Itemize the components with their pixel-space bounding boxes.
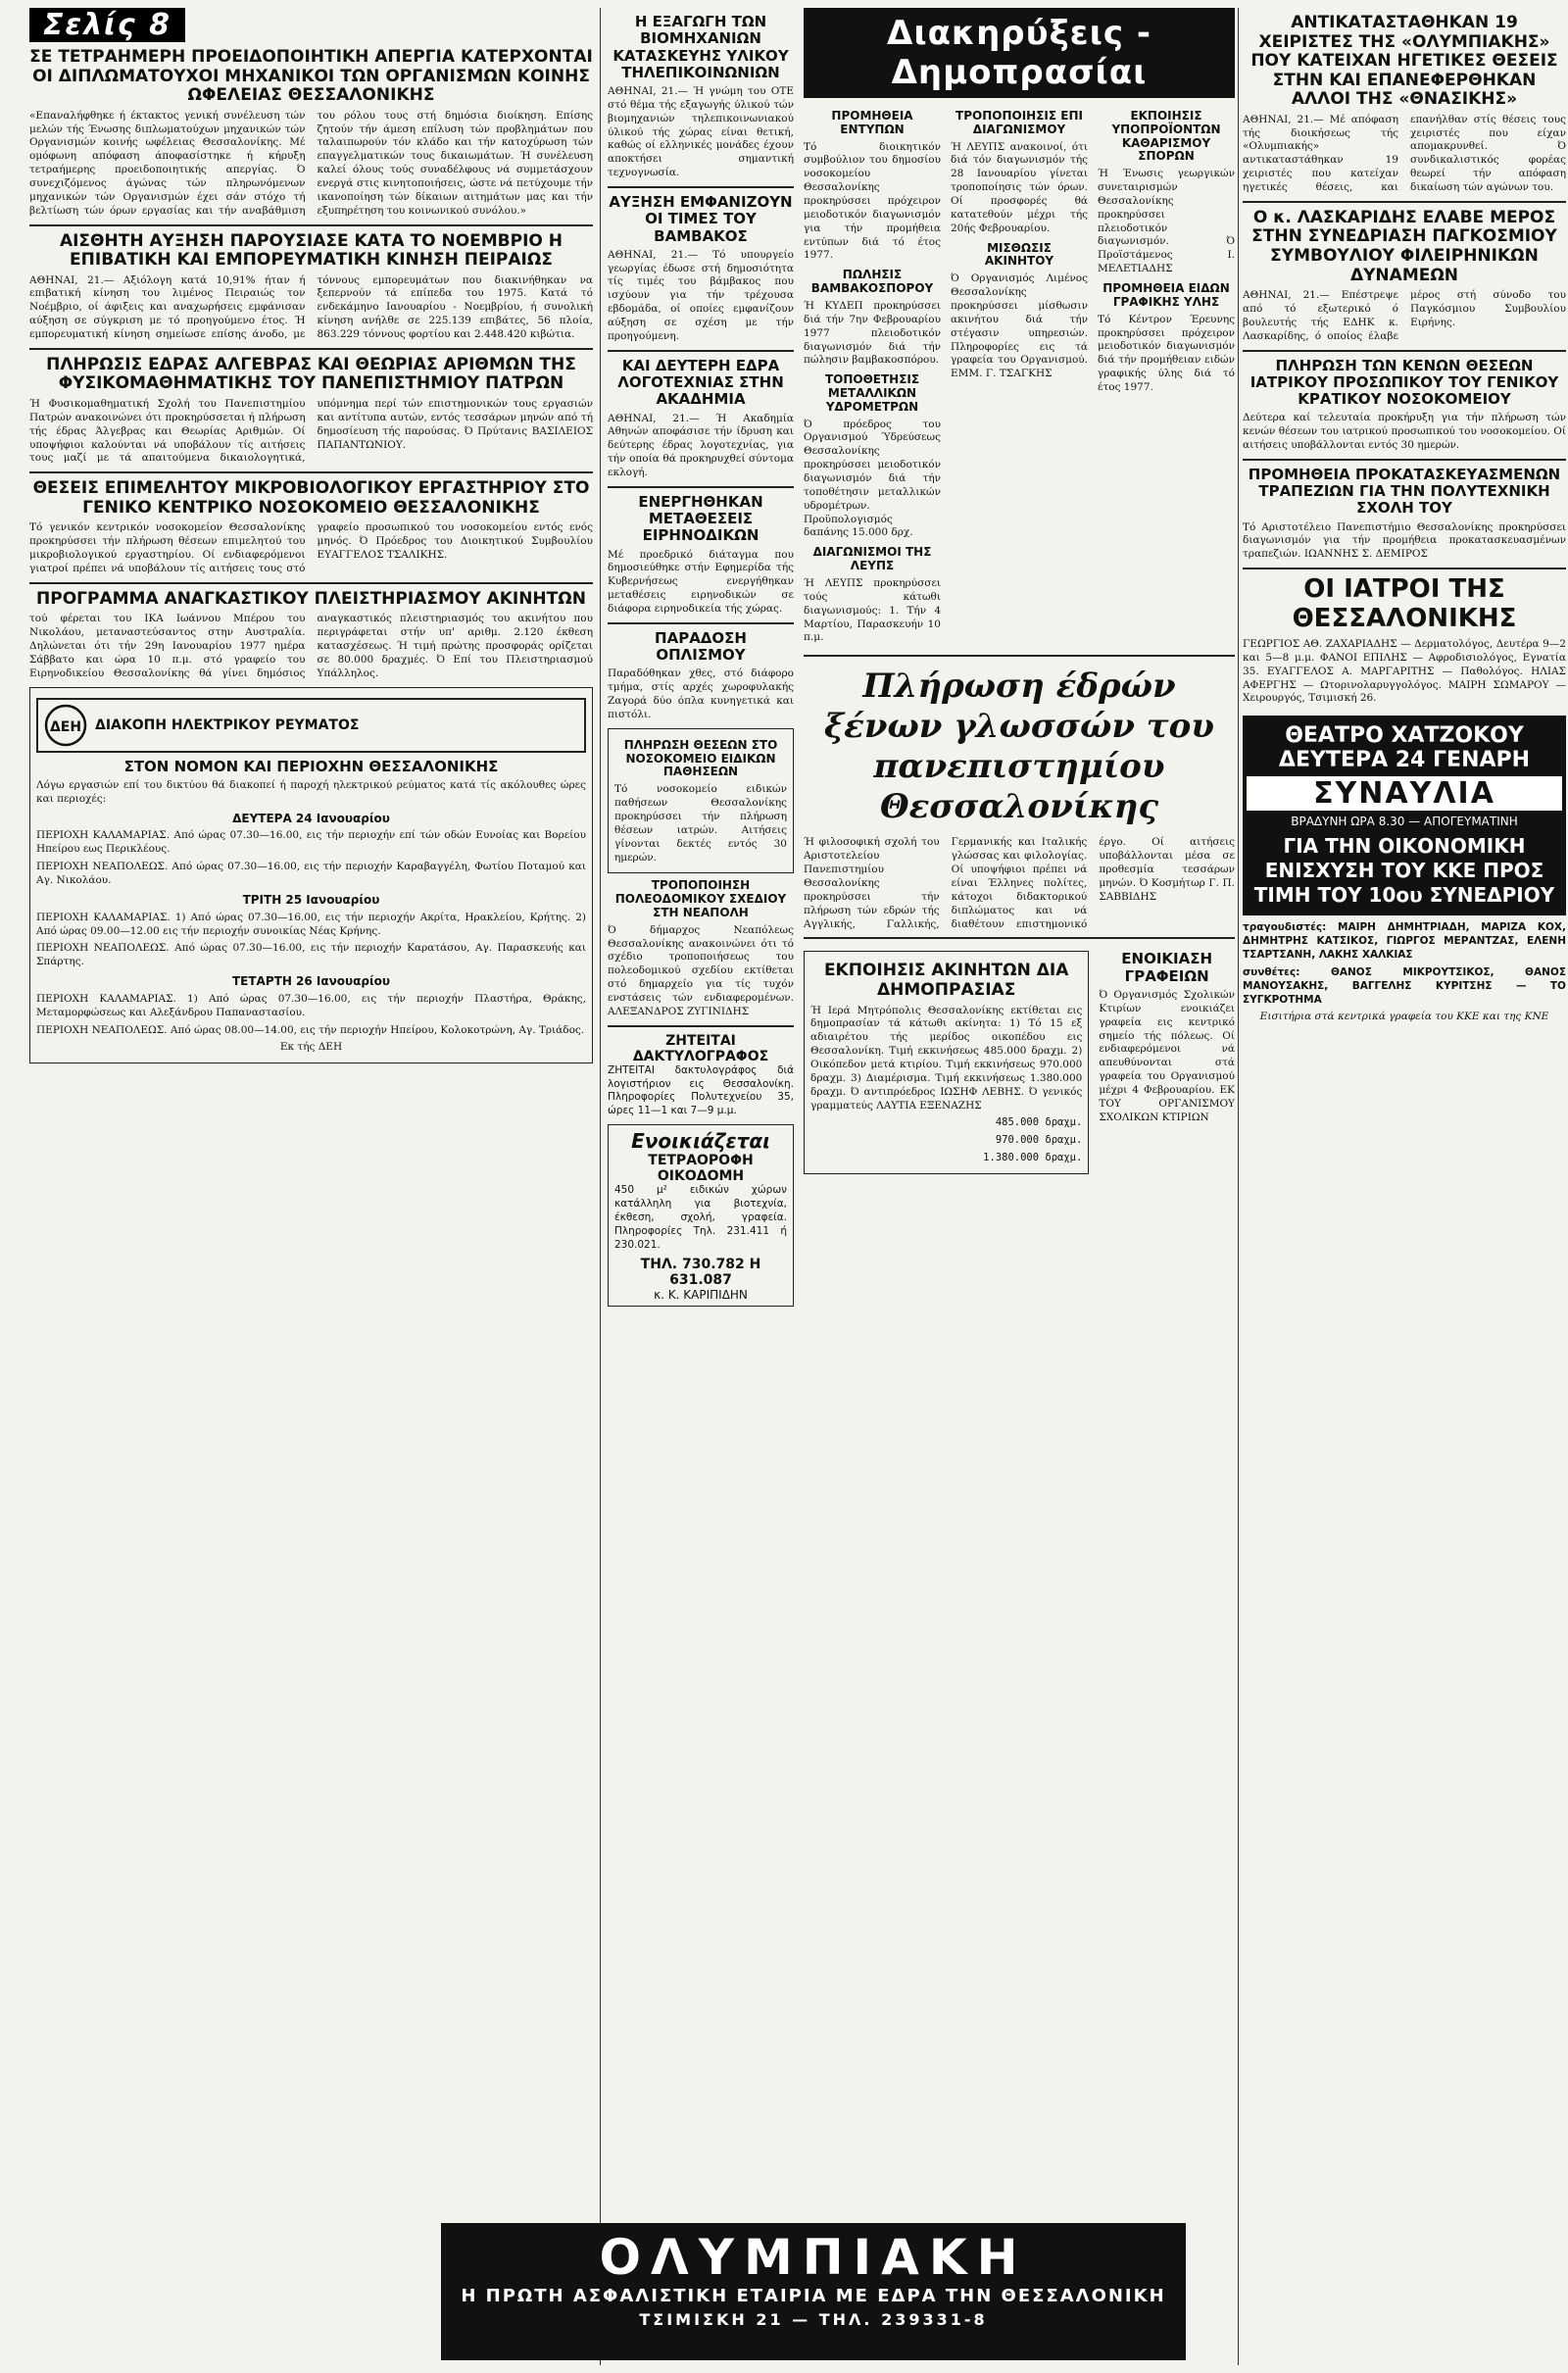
event-time: ΒΡΑΔΥΝΗ ΩΡΑ 8.30 — ΑΠΟΓΕΥΜΑΤΙΝΗ: [1291, 815, 1518, 829]
divider: [29, 471, 593, 473]
tender-body: Ό πρόεδρος του Οργανισμού Ύδρεύσεως Θεσσαλονίκης προκηρύσσει μειοδοτικόν διαγωνισμόν διά τήν τοποθέτησιν μεταλλικών υδρομέτρων. Προϋπολογισμός δαπάνης 15.000 δρχ.: [804, 418, 941, 539]
right-column: [1243, 8, 1566, 2360]
ad-title: ΖΗΤΕΙΤΑΙ ΔΑΚΤΥΛΟΓΡΑΦΟΣ: [632, 1032, 769, 1064]
divider: [608, 1025, 794, 1027]
notice-box: [608, 728, 794, 874]
article-body: «Επαναλήφθηκε ή έκτακτος γενική συνέλευση τών μελών τής Ένωσης διπλωματούχων μηχανικών τών Οργανισμών κοινής ωφέλειας Θεσσαλονίκης. Μέ ομόφωνη απόφαση άποφασίστηκε ή κήρυξη τετραήμερης προειδοποιητικής απεργίας. Ό συνεχιζόμενος άγώνας τών πληρωνόμενων μηχανικών τών Οργανισμών έχει σάν στόχο τή βελτίωση τών όρων εργασίας και τήν αναβάθμιση του ρόλου τους στή δημόσια διοίκηση. Επίσης ζητούν τήν άμεση επίλυση τών προβλημάτων που ταλαιπωρούν τόν κλάδο και τήν κατοχύρωση τών επαγγελματικών τους δικαιωμάτων. Ή συνέλευση καλεί όλους τούς συναδέλφους νά συμμετάσχουν ενεργά στις κινητοποιήσεις, ώστε νά πετύχουμε τήν ικανοποίηση τών δίκαιων αιτημάτων μας και τήν εξυπηρέτηση του κοινωνικού συνόλου.»: [29, 109, 593, 217]
event-purpose: ΓΙΑ ΤΗΝ ΟΙΚΟΝΟΜΙΚΗ ΕΝΙΣΧΥΣΗ ΤΟΥ ΚΚΕ ΠΡΟΣ ΤΙΜΗ ΤΟΥ 10ου ΣΥΝΕΔΡΙΟΥ: [1253, 834, 1555, 908]
event-type: ΣΥΝΑΥΛΙΑ: [1247, 776, 1562, 811]
ad-address: ΤΣΙΜΙΣΚΗ 21 — ΤΗΛ. 239331-8: [639, 2310, 988, 2329]
auction-price: 1.380.000 δραχμ.: [983, 1152, 1083, 1164]
middle-top-area: [608, 8, 1235, 1312]
tender-title: ΔΙΑΓΩΝΙΣΜΟΙ ΤΗΣ ΛΕΥΠΣ: [812, 545, 932, 573]
dei-logo-icon: [44, 704, 87, 747]
ad-body: ΖΗΤΕΙΤΑΙ δακτυλογράφος διά λογιστήριον εις Θεσσαλονίκη. Πληροφορίες Πολυτεχνείου 35, ώρες 11—1 και 7—9 μ.μ.: [608, 1063, 794, 1117]
article-title: ΑΥΞΗΣΗ ΕΜΦΑΝΙΖΟΥΝ ΟΙ ΤΙΜΕΣ ΤΟΥ ΒΑΜΒΑΚΟΣ: [609, 193, 793, 245]
article-body: Τό γενικόν κεντρικόν νοσοκομείον Θεσσαλονίκης προκηρύσσει τήν πλήρωση θέσεων επιμελητού του μικροβιολογικού εργαστηρίου. Οί ενδιαφερόμενοι γιατροί πρέπει νά υποβάλουν τίς αιτήσεις τους στό γραφείο προσωπικού του νοσοκομείου εντός ενός μηνός. Ό Πρόεδρος του Διοικητικού Συμβουλίου ΕΥΑΓΓΕΛΟΣ ΤΣΑΛΙΚΗΣ.: [29, 521, 593, 574]
ad-phone: ΤΗΛ. 730.782 Η 631.087: [640, 1256, 761, 1288]
auction-price: 970.000 δραχμ.: [995, 1134, 1083, 1147]
article-title: ΑΝΤΙΚΑΤΑΣΤΑΘΗΚΑΝ 19 ΧΕΙΡΙΣΤΕΣ ΤΗΣ «ΟΛΥΜΠΙΑΚΗΣ» ΠΟΥ ΚΑΤΕΙΧΑΝ ΗΓΕΤΙΚΕΣ ΘΕΣΕΙΣ ΣΤΗΝ ΚΑΙ ΕΠΑΝΕΦΕΡΘΗΚΑΝ ΑΛΛΟΙ ΤΗΣ «ΘΝΑΣΙΚΗΣ»: [1250, 13, 1558, 110]
tender-body: Ή ΚΥΔΕΠ προκηρύσσει διά τήν 7ην Φεβρουαρίου 1977 πλειοδοτικόν διαγωνισμόν διά τήν πώλησιν βαμβακοσπόρου.: [804, 299, 941, 367]
notice-day: ΤΡΙΤΗ 25 Ιανουαρίου: [242, 892, 380, 907]
divider: [608, 186, 794, 188]
article-body: Παραδόθηκαν χθες, στό διάφορο τμήμα, στίς αρχές χωροφυλακής Ζαγορά δύο όπλα κυνηγετικά και πιστόλι.: [608, 667, 794, 720]
article-title: Ο κ. ΛΑΣΚΑΡΙΔΗΣ ΕΛΑΒΕ ΜΕΡΟΣ ΣΤΗΝ ΣΥΝΕΔΡΙΑΣΗ ΠΑΓΚΟΣΜΙΟΥ ΣΥΜΒΟΥΛΙΟΥ ΦΙΛΕΙΡΗΝΙΚΩΝ ΔΥΝΑΜΕΩΝ: [1251, 207, 1557, 285]
article-body: ΑΘΗΝΑΙ, 21.— Τό υπουργείο γεωργίας έδωσε στή δημοσιότητα τίς τιμές του βάμβακος που ισχύουν για τήν τρέχουσα εβδομάδα, οί οποίες εμφανίζουν αύξηση σε σχέση με τήν προηγούμενη.: [608, 248, 794, 342]
section-banner: Διακηρύξεις - Δημοπρασίαι: [804, 8, 1235, 98]
olympiaki-insurance-ad: [441, 2223, 1186, 2360]
divider: [608, 350, 794, 352]
article-title: ΕΝΕΡΓΗΘΗΚΑΝ ΜΕΤΑΘΕΣΕΙΣ ΕΙΡΗΝΟΔΙΚΩΝ: [638, 492, 763, 545]
article-body: Ή Φυσικομαθηματική Σχολή του Πανεπιστημίου Πατρών ανακοινώνει ότι προκηρύσσεται ή πλήρωση τής έδρας Άλγεβρας και Θεωρίας Αριθμών. Οί υποψήφιοι καλούνται νά υποβάλουν τίς αιτήσεις τους μαζί με τά απαιτούμενα δικαιολογητικά, υπόμνημα περί τών επιστημονικών τους εργασιών και αντίτυπα αυτών, εντός τεσσάρων μηνών από τή δημοσίευση τής παρούσας. Ό Πρύτανις ΒΑΣΙΛΕΙΟΣ ΠΑΠΑΝΤΩΝΙΟΥ.: [29, 398, 593, 465]
tenders-col-b: [951, 104, 1088, 649]
article-body: ΑΘΗΝΑΙ, 21.— Αξιόλογη κατά 10,91% ήταν ή επιβατική κίνηση του λιμένος Πειραιώς τον Νοέμβριο, οί άφιξεις και αναχωρήσεις εμφάνισαν αύξηση σε σύγκριση με τό προηγούμενο έτος. Ή εμπορευματική κίνηση σημείωσε επίσης άνοδο, με τόννους εμπορευμάτων που διακινήθηκαν να ξεπερνούν τά επίπεδα του 1975. Κατά τό ενδεκάμηνο Ιανουαρίου - Νοεμβρίου, ή συνολική κίνηση ανήλθε σε 225.139 επιβάτες, 56 πλοία, 863.229 τόννους φορτίου και 2.448.420 κιβώτια.: [29, 273, 593, 341]
tender-body: Τό διοικητικόν συμβούλιον του δημοσίου νοσοκομείου Θεσσαλονίκης προκηρύσσει πρόχειρον μειοδοτικόν διαγωνισμόν για τήν προμήθεια εντύπων διά τό έτος 1977.: [804, 140, 941, 262]
notice-signature: Εκ τής ΔΕΗ: [279, 1041, 343, 1054]
article-title: ΠΛΗΡΩΣΗ ΘΕΣΕΩΝ ΣΤΟ ΝΟΣΟΚΟΜΕΙΟ ΕΙΔΙΚΩΝ ΠΑΘΗΣΕΩΝ: [623, 737, 778, 779]
article-title: ΠΛΗΡΩΣΗ ΤΩΝ ΚΕΝΩΝ ΘΕΣΕΩΝ ΙΑΤΡΙΚΟΥ ΠΡΟΣΩΠΙΚΟΥ ΤΟΥ ΓΕΝΙΚΟΥ ΚΡΑΤΙΚΟΥ ΝΟΣΟΚΟΜΕΙΟΥ: [1250, 356, 1559, 409]
notice-intro: Λόγω εργασιών επί του δικτύου θά διακοπεί ή παροχή ηλεκτρικού ρεύματος κατά τίς ακόλουθες ώρες και περιοχές:: [36, 778, 586, 805]
tenders-col-a: [804, 104, 941, 649]
divider: [1243, 568, 1566, 569]
ad-brand-name: ΟΛΥΜΠΙΑΚΗ: [599, 2229, 1028, 2286]
notice-item: ΠΕΡΙΟΧΗ ΚΑΛΑΜΑΡΙΑΣ. Από ώρας 07.30—16.00, εις τήν περιοχήν επί τών οδών Ευνοίας και Βορείου Ηπείρου εως Περικλέους.: [36, 829, 586, 856]
tenders-grid: [804, 104, 1235, 649]
divider: [1243, 459, 1566, 461]
tender-title: ΠΩΛΗΣΙΣ ΒΑΜΒΑΚΟΣΠΟΡΟΥ: [810, 268, 934, 296]
column-divider: [1238, 8, 1239, 2365]
tender-body: Ή ΛΕΥΠΣ προκηρύσσει τούς κάτωθι διαγωνισμούς: 1. Τήν 4 Μαρτίου, Παρασκευήν 10 π.μ.: [804, 576, 941, 644]
section-title: ΟΙ ΙΑΤΡΟΙ ΤΗΣ ΘΕΣΣΑΛΟΝΙΚΗΣ: [1292, 574, 1517, 634]
notice-item: ΠΕΡΙΟΧΗ ΝΕΑΠΟΛΕΩΣ. Από ώρας 08.00—14.00, εις τήν περιοχήν Ηπείρου, Κολοκοτρώνη, Αγ. Τριάδος.: [36, 1023, 585, 1036]
notice-item: ΠΕΡΙΟΧΗ ΝΕΑΠΟΛΕΩΣ. Από ώρας 07.30—16.00, εις τήν περιοχήν Καραβαγγέλη, Φωτίου Ποταμού και Αγ. Νικολάου.: [36, 861, 586, 887]
power-outage-notice: [29, 687, 593, 1064]
classified-ad: [608, 1033, 794, 1118]
divider: [1243, 201, 1566, 203]
left-column: [29, 8, 593, 2360]
tender-title: ΠΡΟΜΗΘΕΙΑ ΕΙΔΩΝ ΓΡΑΦΙΚΗΣ ΥΛΗΣ: [1102, 281, 1230, 309]
ad-contact: κ. Κ. ΚΑΡΙΠΙΔΗΝ: [654, 1287, 748, 1302]
article-body: Τό νοσοκομείο ειδικών παθήσεων Θεσσαλονίκης προκηρύσσει τήν πλήρωση θέσεων ιατρών. Αιτήσεις γίνονται δεκτές εντός 30 ημερών.: [614, 783, 787, 864]
article-title: ΣΕ ΤΕΤΡΑΗΜΕΡΗ ΠΡΟΕΙΔΟΠΟΙΗΤΙΚΗ ΑΠΕΡΓΙΑ ΚΑΤΕΡΧΟΝΤΑΙ ΟΙ ΔΙΠΛΩΜΑΤΟΥΧΟΙ ΜΗΧΑΝΙΚΟΙ ΤΩΝ ΟΡΓΑΝΙΣΜΩΝ ΚΟΙΝΗΣ ΩΦΕΛΕΙΑΣ ΘΕΣΣΑΛΟΝΙΚΗΣ: [29, 47, 593, 106]
tender-title: ΠΡΟΜΗΘΕΙΑ ΕΝΤΥΠΩΝ: [831, 109, 913, 136]
tenders-col-c: [1098, 104, 1235, 649]
dei-logo-bar: [36, 698, 586, 753]
tender-title: ΕΚΠΟΙΗΣΙΣ ΥΠΟΠΡΟΪΟΝΤΩΝ ΚΑΘΑΡΙΣΜΟΥ ΣΠΟΡΩΝ: [1111, 109, 1221, 164]
article-title: ΘΕΣΕΙΣ ΕΠΙΜΕΛΗΤΟΥ ΜΙΚΡΟΒΙΟΛΟΓΙΚΟΥ ΕΡΓΑΣΤΗΡΙΟΥ ΣΤΟ ΓΕΝΙΚΟ ΚΕΝΤΡΙΚΟ ΝΟΣΟΚΟΜΕΙΟ ΘΕΣΣΑΛΟΝΙΚΗΣ: [32, 478, 590, 518]
middle-column: [608, 8, 1235, 2360]
article-body: ΑΘΗΝΑΙ, 21.— Επέστρεψε από τό εξωτερικό ό βουλευτής τής ΕΔΗΚ κ. Λασκαρίδης, ό οποίος έλαβε μέρος στή σύνοδο του Παγκόσμιου Συμβουλίου Ειρήνης.: [1243, 289, 1566, 342]
article-body: Τό Αριστοτέλειο Πανεπιστήμιο Θεσσαλονίκης προκηρύσσει διαγωνισμόν για τήν προμήθεια προκατασκευασμένων τραπεζιών. ΙΩΑΝΝΗΣ Σ. ΔΕΜΙΡΟΣ: [1243, 520, 1566, 561]
article-body: Μέ προεδρικό διάταγμα που δημοσιεύθηκε στήν Εφημερίδα τής Κυβερνήσεως ενεργήθηκαν μεταθέσεις ειρηνοδικών σε διάφορα ειρηνοδικεία τής χώρας.: [608, 548, 794, 616]
event-date: ΔΕΥΤΕΡΑ 24 ΓΕΝΑΡΗ: [1278, 748, 1531, 773]
news-brief-column: [608, 8, 794, 1312]
article-title: ΚΑΙ ΔΕΥΤΕΡΗ ΕΔΡΑ ΛΟΓΟΤΕΧΝΙΑΣ ΣΤΗΝ ΑΚΑΔΗΜΙΑ: [617, 356, 784, 409]
ad-slogan: Η ΠΡΩΤΗ ΑΣΦΑΛΙΣΤΙΚΗ ΕΤΑΙΡΙΑ ΜΕ ΕΔΡΑ ΤΗΝ ΘΕΣΣΑΛΟΝΙΚΗ: [461, 2286, 1166, 2306]
notice-day: ΔΕΥΤΕΡΑ 24 Ιανουαρίου: [232, 811, 390, 825]
rental-body: Ό Οργανισμός Σχολικών Κτιρίων ενοικιάζει γραφεία εις κεντρικό σημείο τής πόλεως. Οί ενδιαφερόμενοι νά απευθύνονται στά γραφεία του Οργανισμού μέχρι 4 Φεβρουαρίου. ΕΚ ΤΟΥ ΟΡΓΑΝΙΣΜΟΥ ΣΧΟΛΙΚΩΝ ΚΤΙΡΙΩΝ: [1099, 988, 1235, 1123]
svg-text:ΔΕΗ: ΔΕΗ: [49, 718, 82, 735]
article-title: Η ΕΞΑΓΩΓΗ ΤΩΝ ΒΙΟΜΗΧΑΝΙΩΝ ΚΑΤΑΣΚΕΥΗΣ ΥΛΙΚΟΥ ΤΗΛΕΠΙΚΟΙΝΩΝΙΩΝ: [612, 13, 789, 81]
singers-list: τραγουδιστές: ΜΑΙΡΗ ΔΗΜΗΤΡΙΑΔΗ, ΜΑΡΙΖΑ ΚΟΧ, ΔΗΜΗΤΡΗΣ ΚΑΤΣΙΚΟΣ, ΓΙΩΡΓΟΣ ΜΕΡΑΝΤΖΑΣ, ΕΛΕΝΗ ΤΣΑΡΤΣΑΝΗ, ΛΑΚΗΣ ΧΑΛΚΙΑΣ: [1243, 921, 1566, 961]
divider: [1243, 350, 1566, 352]
article-title: ΠΑΡΑΔΟΣΗ ΟΠΛΙΣΜΟΥ: [655, 628, 747, 665]
auction-area: [804, 945, 1235, 1180]
doctors-directory: ΓΕΩΡΓΙΟΣ ΑΘ. ΖΑΧΑΡΙΑΔΗΣ — Δερματολόγος, Δευτέρα 9—2 και 5—8 μ.μ. ΦΑΝΟΙ ΕΠΙΛΗΣ — Αφροδισιολόγος, Εγνατία 35. ΕΥΑΓΓΕΛΟΣ Α. ΜΑΡΓΑΡΙΤΗΣ — Παθολόγος. ΗΛΙΑΣ ΑΦΕΡΓΗΣ — Ωτορινολαρυγγολόγος. ΜΑΙΡΗ ΣΩΜΑΡΟΥ — Χειρουργός, Τσιμισκή 26.: [1243, 637, 1566, 705]
ad-title: Ενοικιάζεται: [631, 1129, 770, 1154]
tender-body: Τό Κέντρον Έρευνης προκηρύσσει πρόχειρον μειοδοτικόν διαγωνισμόν διά τήν προμήθειαν ειδών γραφικής ύλης διά τό έτος 1977.: [1098, 313, 1235, 393]
article-body: Ό δήμαρχος Νεαπόλεως Θεσσαλονίκης ανακοινώνει ότι τό σχέδιο τροποποιήσεως του πολεοδομικού σχεδίου εκτίθεται στό δημαρχείο για τίς τυχόν ενστάσεις τών ενδιαφερομένων. ΑΛΕΞΑΝΔΡΟΣ ΖΥΓΙΝΙΔΗΣ: [608, 923, 794, 1017]
auction-title: ΕΚΠΟΙΗΣΙΣ ΑΚΙΝΗΤΩΝ ΔΙΑ ΔΗΜΟΠΡΑΣΙΑΣ: [823, 961, 1069, 1000]
tender-body: Ή ΛΕΥΠΣ ανακοινοί, ότι διά τόν διαγωνισμόν τής 28 Ιανουαρίου γίνεται τροποποίησις τών όρων. Οί προσφορές θά κατατεθούν μέχρι τής 20ής Φεβρουαρίου.: [951, 140, 1088, 234]
page-number-header: Σελίς 8: [29, 8, 185, 42]
divider: [29, 224, 593, 226]
notice-item: ΠΕΡΙΟΧΗ ΚΑΛΑΜΑΡΙΑΣ. 1) Από ώρας 07.30—16.00, εις τήν περιοχήν Πλαστήρα, Θράκης, Μεταμορφώσεως και Αλεξάνδρου Παπαναστασίου.: [36, 992, 586, 1018]
divider: [29, 348, 593, 350]
article-body: ΑΘΗΝΑΙ, 21.— Ή γνώμη του ΟΤΕ στό θέμα τής εξαγωγής ύλικού τών βιομηχανιών τηλεπικοινωνιακού ύλικού τής χώρας είναι θετική, καθώς οί ελληνικές μονάδες έχουν αποκτήσει σημαντική τεχνογνωσία.: [608, 85, 794, 179]
article-body: Δεύτερα καί τελευταία προκήρυξη για τήν πλήρωση τών κενών θέσεων του ιατρικού προσωπικού του νοσοκομείου. Οί αιτήσεις υποβάλλονται εντός 30 ημερών.: [1243, 412, 1566, 451]
feature-headline: Πλήρωση έδρών ξένων γλωσσών του πανεπιστημίου Θεσσαλονίκης: [824, 667, 1214, 826]
divider: [804, 655, 1235, 657]
column-divider: [600, 8, 601, 2365]
divider: [608, 622, 794, 624]
composers-list: συνθέτες: ΘΑΝΟΣ ΜΙΚΡΟΥΤΣΙΚΟΣ, ΘΑΝΟΣ ΜΑΝΟΥΣΑΚΗΣ, ΒΑΓΓΕΛΗΣ ΚΥΡΙΤΣΗΣ — ΤΟ ΣΥΓΚΡΟΤΗΜΑ: [1243, 965, 1566, 1006]
article-title: ΑΙΣΘΗΤΗ ΑΥΞΗΣΗ ΠΑΡΟΥΣΙΑΣΕ ΚΑΤΑ ΤΟ ΝΟΕΜΒΡΙΟ Η ΕΠΙΒΑΤΙΚΗ ΚΑΙ ΕΜΠΟΡΕΥΜΑΤΙΚΗ ΚΙΝΗΣΗ ΠΕΙΡΑΙΩΣ: [59, 230, 564, 271]
tender-title: ΜΙΣΘΩΣΙΣ ΑΚΙΝΗΤΟΥ: [984, 240, 1054, 269]
article-body: ΑΘΗΝΑΙ, 21.— Ή Ακαδημία Αθηνών αποφάσισε τήν ίδρυση και δεύτερης έδρας λογοτεχνίας, για τήν οποία θά προκηρυχθεί σύντομα εκλογή.: [608, 412, 794, 478]
article-body: τού φέρεται του ΙΚΑ Ιωάννου Μπέρου του Νικολάου, μεταναστεύσαντος στην Αυστραλία. Δηλώνεται ότι τήν 29η Ιανουαρίου 1977 ημέρα Σάββατο και ώρα 10 π.μ. στό γραφείο του Ειρηνοδικείου Θεσσαλονίκης θά γίνει δημόσιος αναγκαστικός πλειστηριασμός του ακινήτου που περιγράφεται στήν υπ' αριθμ. 2.120 έκθεση κατασχέσεως. Ή τιμή πρώτης προσφοράς ορίζεται σε 80.000 δραχμές. Ό Επί του Πλειστηριασμού Υπάλληλος.: [29, 613, 593, 679]
auction-notice: [804, 951, 1089, 1174]
article-body: ΑΘΗΝΑΙ, 21.— Μέ απόφαση τής διοικήσεως τής «Ολυμπιακής» αντικαταστάθηκαν 19 χειριστές που κατείχαν ηγετικές θέσεις, και επανήλθαν στίς θέσεις τους χειριστές που είχαν απομακρυνθεί. Ό συνδικαλιστικός φορέας θεωρεί τήν απόφαση δικαίωση τών αγώνων του.: [1243, 113, 1566, 194]
feature-body: Ή φιλοσοφική σχολή του Αριστοτελείου Πανεπιστημίου Θεσσαλονίκης προκηρύσσει τήν πλήρωση τών εδρών τής Αγγλικής, Γαλλικής, Γερμανικής και Ιταλικής γλώσσας και φιλολογίας. Οί υποψήφιοι πρέπει νά είναι Έλληνες πολίτες, κάτοχοι διδακτορικού διπλώματος και νά διαθέτουν επιστημονικό έργο. Οί αιτήσεις υποβάλλονται μέσα σε προθεσμία τεσσάρων μηνών. Ό Κοσμήτωρ Γ. Π. ΣΑΒΒΙΔΗΣ: [804, 836, 1235, 930]
ad-body: 450 μ² ειδικών χώρων κατάλληλη για βιοτεχνία, έκθεση, σχολή, γραφεία. Πληροφορίες Τηλ. 231.411 ή 230.021.: [614, 1184, 787, 1251]
tender-body: Ό Οργανισμός Λιμένος Θεσσαλονίκης προκηρύσσει μίσθωσιν ακινήτου διά τήν στέγασιν υπηρεσιών. Πληροφορίες εις τά γραφεία του Οργανισμού. ΕΜΜ. Γ. ΤΣΑΓΚΗΣ: [951, 272, 1088, 380]
divider: [608, 486, 794, 488]
divider: [804, 937, 1235, 939]
auction-body: Ή Ιερά Μητρόπολις Θεσσαλονίκης εκτίθεται εις δημοπρασίαν τά κάτωθι ακίνητα: 1) Τό 15 εξ αδιαιρέτου τής μερίδος οικοπέδου εις Θεσσαλονίκη. Τιμή εκκινήσεως 485.000 δραχμ. 2) Οικόπεδον μετά κτιρίου. Τιμή εκκινήσεως 970.000 δραχμ. 3) Διαμέρισμα. Τιμή εκκινήσεως 1.380.000 δραχμ. Ό αντιπρόεδρος ΙΩΣΗΦ ΛΕΒΗΣ. Ό γενικός γραμματεύς ΛΑΥΤΙΑ ΕΞΕΝΑΖΗΣ: [810, 1004, 1083, 1112]
article-title: ΠΡΟΜΗΘΕΙΑ ΠΡΟΚΑΤΑΣΚΕΥΑΣΜΕΝΩΝ ΤΡΑΠΕΖΙΩΝ ΓΙΑ ΤΗΝ ΠΟΛΥΤΕΧΝΙΚΗ ΣΧΟΛΗ ΤΟΥ: [1248, 465, 1561, 518]
ad-subtitle: ΤΕΤΡΑΟΡΟΦΗ ΟΙΚΟΔΟΜΗ: [648, 1153, 754, 1185]
divider: [29, 582, 593, 584]
tickets-info: Εισιτήρια στά κεντρικά γραφεία του ΚΚΕ και της ΚΝΕ: [1259, 1011, 1549, 1023]
article-title: ΠΛΗΡΩΣΙΣ ΕΔΡΑΣ ΑΛΓΕΒΡΑΣ ΚΑΙ ΘΕΩΡΙΑΣ ΑΡΙΘΜΩΝ ΤΗΣ ΦΥΣΙΚΟΜΑΘΗΜΑΤΙΚΗΣ ΤΟΥ ΠΑΝΕΠΙΣΤΗΜΙΟΥ ΠΑΤΡΩΝ: [46, 354, 576, 394]
auction-price: 485.000 δραχμ.: [995, 1116, 1083, 1129]
tenders-area: [804, 8, 1235, 1312]
notice-title: ΣΤΟΝ ΝΟΜΟΝ ΚΑΙ ΠΕΡΙΟΧΗΝ ΘΕΣΣΑΛΟΝΙΚΗΣ: [123, 757, 499, 775]
tender-title: ΤΟΠΟΘΕΤΗΣΙΣ ΜΕΤΑΛΛΙΚΩΝ ΥΔΡΟΜΕΤΡΩΝ: [824, 372, 920, 414]
venue-name: ΘΕΑΤΡΟ ΧΑΤΖΟΚΟΥ: [1285, 723, 1524, 749]
tender-title: ΤΡΟΠΟΠΟΙΗΣΙΣ ΕΠΙ ΔΙΑΓΩΝΙΣΜΟΥ: [956, 109, 1083, 136]
article-title: ΤΡΟΠΟΠΟΙΗΣΗ ΠΟΛΕΟΔΟΜΙΚΟΥ ΣΧΕΔΙΟΥ ΣΤΗ ΝΕΑΠΟΛΗ: [614, 878, 787, 919]
article-title: ΠΡΟΓΡΑΜΜΑ ΑΝΑΓΚΑΣΤΙΚΟΥ ΠΛΕΙΣΤΗΡΙΑΣΜΟΥ ΑΚΙΝΗΤΩΝ: [36, 588, 586, 609]
rental-notice: [1099, 945, 1235, 1180]
concert-ad: [1243, 716, 1566, 915]
tender-body: Ή Ένωσις γεωργικών συνεταιρισμών Θεσσαλονίκης προκηρύσσει πλειοδοτικόν διαγωνισμόν. Ό Προϊστάμενος Ι. ΜΕΛΕΤΙΑΔΗΣ: [1098, 168, 1235, 275]
dei-notice-label: ΔΙΑΚΟΠΗ ΗΛΕΚΤΡΙΚΟΥ ΡΕΥΜΑΤΟΣ: [95, 717, 360, 733]
notice-item: ΠΕΡΙΟΧΗ ΚΑΛΑΜΑΡΙΑΣ. 1) Από ώρας 07.30—16.00, εις τήν περιοχήν Ακρίτα, Ηρακλείου, Κρήτης. 2) Από ώρας 09.00—12.00 εις τήν περιοχήν συνοικίας Νέας Κρήνης.: [36, 911, 586, 937]
notice-day: ΤΕΤΑΡΤΗ 26 Ιανουαρίου: [231, 974, 391, 989]
rental-title: ΕΝΟΙΚΙΑΣΗ ΓΡΑΦΕΙΩΝ: [1121, 950, 1213, 985]
rental-ad: [608, 1124, 794, 1306]
notice-item: ΠΕΡΙΟΧΗ ΝΕΑΠΟΛΕΩΣ. Από ώρας 07.30—16.00, εις τήν περιοχήν Καρατάσου, Αγ. Παρασκευής και Σπάρτης.: [36, 942, 586, 968]
